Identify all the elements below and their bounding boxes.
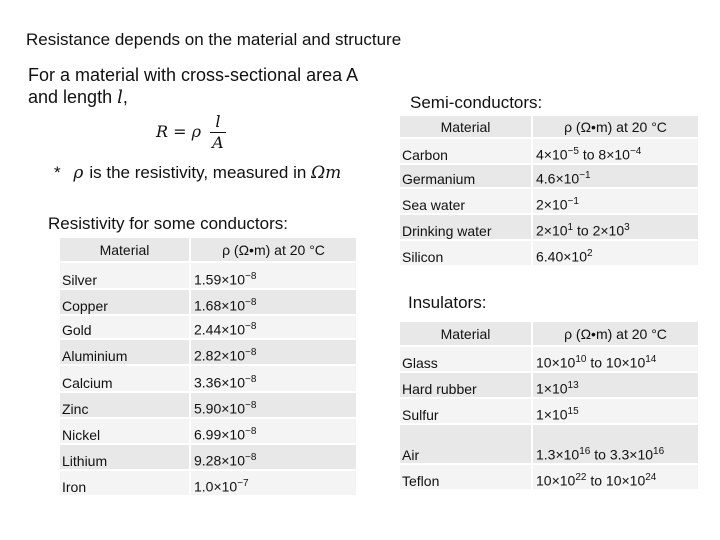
- value-times-ten: ×10: [543, 381, 568, 397]
- value-mantissa: 6.99: [194, 427, 222, 443]
- material-cell: Nickel: [60, 418, 190, 444]
- table-row: [60, 470, 356, 496]
- conductors-table: [60, 238, 356, 497]
- value-exponent: −8: [245, 271, 257, 283]
- value-exponent: 14: [645, 354, 657, 366]
- material-cell: Gold: [60, 315, 190, 339]
- value-times-ten: ×10: [221, 453, 245, 469]
- material-cell: Zinc: [60, 392, 190, 418]
- resistivity-column-header: ρ (Ω•m) at 20 °C: [532, 116, 698, 138]
- value-mantissa: 8: [598, 147, 607, 163]
- semiconductors-table: [400, 116, 698, 267]
- table-row: [60, 289, 356, 315]
- resistivity-cell: [532, 464, 698, 490]
- value-mantissa: 10: [605, 473, 622, 489]
- table-row: [400, 214, 698, 240]
- resistivity-cell: [190, 470, 356, 496]
- material-cell: Calcium: [60, 365, 190, 392]
- resistivity-cell: [532, 398, 698, 424]
- value-exponent: 13: [567, 380, 579, 392]
- value-times-ten: ×10: [629, 447, 654, 463]
- material-cell: Glass: [400, 346, 532, 372]
- value-times-ten: ×10: [543, 147, 568, 163]
- material-cell: Copper: [60, 289, 190, 315]
- material-cell: Teflon: [400, 464, 532, 490]
- value-times-ten: ×10: [221, 375, 245, 391]
- value-times-ten: ×10: [221, 348, 245, 364]
- table-row: [400, 372, 698, 398]
- resistivity-cell: [190, 365, 356, 392]
- value-exponent: 10: [575, 354, 587, 366]
- value-exponent: 16: [579, 446, 591, 458]
- formula-numerator: l: [210, 112, 226, 133]
- value-mantissa: 5.90: [194, 401, 222, 417]
- semiconductors-heading: Semi-conductors:: [410, 93, 543, 112]
- value-mantissa: 3.36: [194, 375, 222, 391]
- value-exponent: −4: [629, 146, 642, 158]
- value-exponent: −1: [567, 196, 579, 208]
- value-mantissa: 4.6: [536, 171, 556, 187]
- resistivity-note: [54, 163, 341, 183]
- value-mantissa: 1.0: [194, 479, 214, 495]
- value-mantissa: 2.82: [194, 348, 222, 364]
- note-rho: ρ: [73, 163, 84, 183]
- material-cell: Aluminium: [60, 339, 190, 365]
- value-times-ten: ×10: [551, 473, 576, 489]
- value-times-ten: ×10: [221, 298, 245, 314]
- table-row: [60, 262, 356, 289]
- value-exponent: −8: [245, 400, 257, 412]
- value-mantissa: 9.28: [194, 453, 222, 469]
- material-column-header: Material: [60, 238, 190, 262]
- range-separator: to: [578, 147, 599, 163]
- value-times-ten: ×10: [213, 479, 238, 495]
- value-times-ten: ×10: [543, 197, 568, 213]
- resistivity-column-header: ρ (Ω•m) at 20 °C: [532, 322, 698, 346]
- table-row: [400, 464, 698, 490]
- note-bullet: *: [54, 163, 61, 182]
- value-exponent: 22: [575, 472, 587, 484]
- value-mantissa: 1.3: [536, 447, 556, 463]
- table-row: [400, 138, 698, 164]
- material-cell: Air: [400, 424, 532, 464]
- resistivity-cell: [190, 444, 356, 470]
- resistivity-cell: [532, 138, 698, 164]
- table-row: [60, 444, 356, 470]
- value-mantissa: 1.68: [194, 298, 222, 314]
- value-mantissa: 10: [536, 355, 552, 371]
- note-unit: Ωm: [311, 163, 342, 183]
- value-times-ten: ×10: [555, 171, 580, 187]
- value-exponent: 15: [567, 406, 579, 418]
- value-mantissa: 1.59: [194, 272, 222, 288]
- material-cell: Silicon: [400, 240, 532, 266]
- resistivity-cell: [190, 392, 356, 418]
- range-separator: to: [586, 355, 606, 371]
- slide-title: Resistance depends on the material and structure: [26, 30, 402, 49]
- intro-text: [28, 64, 358, 109]
- formula-lhs: R: [156, 122, 169, 141]
- insulators-heading: Insulators:: [408, 293, 487, 312]
- resistance-formula: [156, 112, 226, 153]
- table-row: [400, 398, 698, 424]
- resistivity-cell: [532, 164, 698, 188]
- value-exponent: 1: [567, 222, 574, 234]
- value-exponent: −1: [579, 170, 591, 182]
- value-times-ten: ×10: [555, 447, 580, 463]
- value-times-ten: ×10: [221, 272, 245, 288]
- value-exponent: 16: [653, 446, 665, 458]
- range-separator: to: [586, 473, 606, 489]
- resistivity-cell: [532, 188, 698, 214]
- value-times-ten: ×10: [221, 401, 245, 417]
- formula-fraction: [210, 112, 226, 153]
- length-variable: l: [117, 87, 123, 108]
- value-exponent: 3: [624, 222, 630, 234]
- material-cell: Germanium: [400, 164, 532, 188]
- value-mantissa: 2: [592, 223, 601, 239]
- value-mantissa: 1: [536, 407, 544, 423]
- value-times-ten: ×10: [551, 355, 576, 371]
- value-exponent: −8: [245, 297, 257, 309]
- material-cell: Hard rubber: [400, 372, 532, 398]
- value-mantissa: 2: [536, 223, 544, 239]
- resistivity-cell: [532, 240, 698, 266]
- value-times-ten: ×10: [606, 147, 630, 163]
- material-cell: Lithium: [60, 444, 190, 470]
- value-mantissa: 10: [605, 355, 622, 371]
- value-mantissa: 10: [536, 473, 552, 489]
- resistivity-cell: [190, 262, 356, 289]
- value-exponent: −7: [237, 478, 249, 490]
- table-row: [60, 365, 356, 392]
- resistivity-cell: [190, 315, 356, 339]
- formula-rho: ρ: [191, 122, 202, 141]
- resistivity-cell: [190, 339, 356, 365]
- insulators-table: [400, 322, 698, 491]
- value-times-ten: ×10: [621, 355, 646, 371]
- table-row: [60, 392, 356, 418]
- range-separator: to: [590, 447, 610, 463]
- table-row: [400, 188, 698, 214]
- formula-equals: =: [173, 122, 187, 141]
- table-row: [60, 315, 356, 339]
- value-times-ten: ×10: [543, 223, 568, 239]
- value-exponent: −8: [245, 374, 257, 386]
- intro-line-2: and length l,: [28, 87, 128, 108]
- material-cell: Sulfur: [400, 398, 532, 424]
- value-times-ten: ×10: [563, 249, 587, 265]
- value-exponent: 2: [587, 248, 593, 260]
- value-mantissa: 4: [536, 147, 544, 163]
- resistivity-cell: [532, 424, 698, 464]
- value-exponent: −8: [245, 347, 257, 359]
- formula-denominator: A: [212, 133, 224, 152]
- note-text: is the resistivity, measured in: [89, 163, 312, 182]
- value-exponent: −8: [245, 321, 257, 333]
- material-cell: Silver: [60, 262, 190, 289]
- value-exponent: 24: [645, 472, 657, 484]
- resistivity-cell: [190, 289, 356, 315]
- resistivity-cell: [190, 418, 356, 444]
- material-cell: Sea water: [400, 188, 532, 214]
- conductors-heading: Resistivity for some conductors:: [48, 214, 288, 233]
- material-cell: Carbon: [400, 138, 532, 164]
- table-header-row: [60, 238, 356, 262]
- value-mantissa: 2.44: [194, 322, 222, 338]
- value-exponent: −8: [245, 426, 257, 438]
- material-cell: Iron: [60, 470, 190, 496]
- value-exponent: −8: [245, 452, 257, 464]
- table-row: [400, 346, 698, 372]
- table-row: [400, 424, 698, 464]
- material-column-header: Material: [400, 322, 532, 346]
- material-column-header: Material: [400, 116, 532, 138]
- value-times-ten: ×10: [621, 473, 646, 489]
- value-times-ten: ×10: [221, 427, 245, 443]
- value-exponent: −5: [567, 146, 579, 158]
- resistivity-column-header: ρ (Ω•m) at 20 °C: [190, 238, 356, 262]
- table-header-row: [400, 322, 698, 346]
- value-times-ten: ×10: [221, 322, 245, 338]
- value-mantissa: 2: [536, 197, 544, 213]
- value-mantissa: 3.3: [609, 447, 630, 463]
- value-times-ten: ×10: [543, 407, 568, 423]
- value-mantissa: 1: [536, 381, 544, 397]
- resistivity-cell: [532, 372, 698, 398]
- value-times-ten: ×10: [600, 223, 625, 239]
- resistivity-cell: [532, 214, 698, 240]
- intro-line-1: For a material with cross-sectional area A: [28, 65, 359, 85]
- resistivity-cell: [532, 346, 698, 372]
- table-row: [400, 164, 698, 188]
- table-header-row: [400, 116, 698, 138]
- table-row: [60, 339, 356, 365]
- material-cell: Drinking water: [400, 214, 532, 240]
- range-separator: to: [573, 223, 593, 239]
- value-mantissa: 6.40: [536, 249, 564, 265]
- table-row: [400, 240, 698, 266]
- table-row: [60, 418, 356, 444]
